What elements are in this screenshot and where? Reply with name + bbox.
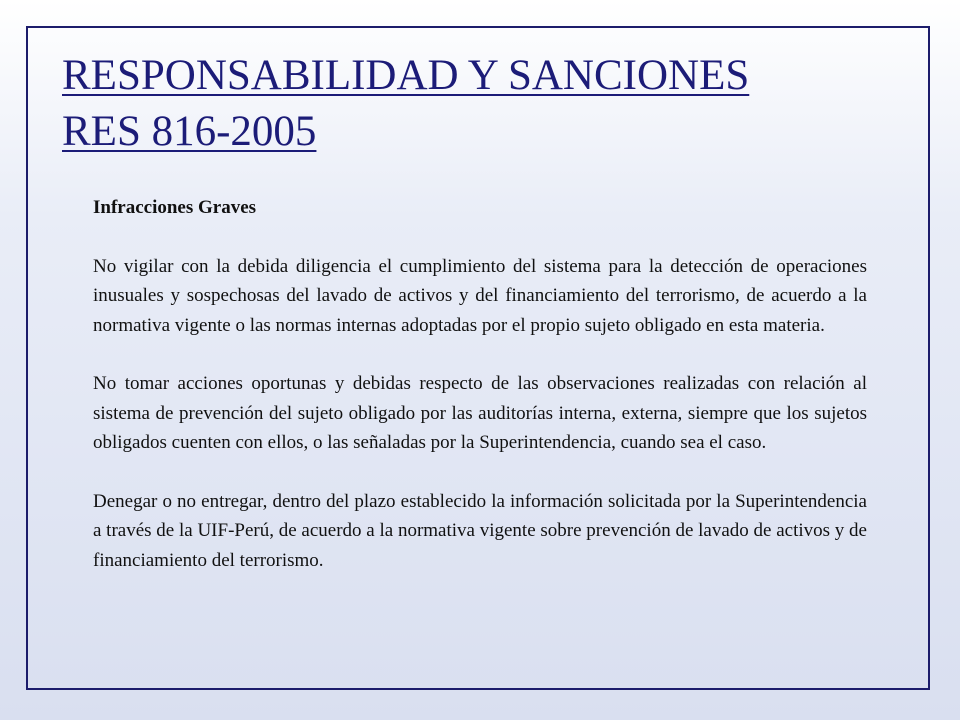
title-line-2: RES 816-2005 [62,108,317,155]
slide-title [62,48,749,160]
paragraph-2: No tomar acciones oportunas y debidas respecto de las observaciones realizadas con relación al sistema de prevención del sujeto obligado por las auditorías interna, externa, siempre que los sujetos obligados cuenten con ellos, o las señaladas por la Superintendencia, cuando sea el caso. [93,373,867,453]
slide-content [93,193,867,604]
section-heading: Infracciones Graves [93,197,257,218]
paragraph-3: Denegar o no entregar, dentro del plazo establecido la información solicitada por la Superintendencia a través de la UIF-Perú, de acuerdo a la normativa vigente sobre prevención de lavado de activos y de financiamiento del terrorismo. [93,490,867,571]
paragraph-1: No vigilar con la debida diligencia el cumplimiento del sistema para la detección de operaciones inusuales y sospechosas del lavado de activos y del financiamiento del terrorismo, de acuerdo a la normativa vigente o las normas internas adoptadas por el propio sujeto obligado en esta materia. [93,255,867,336]
slide-frame [26,26,930,690]
title-line-1: RESPONSABILIDAD Y SANCIONES [62,52,750,99]
